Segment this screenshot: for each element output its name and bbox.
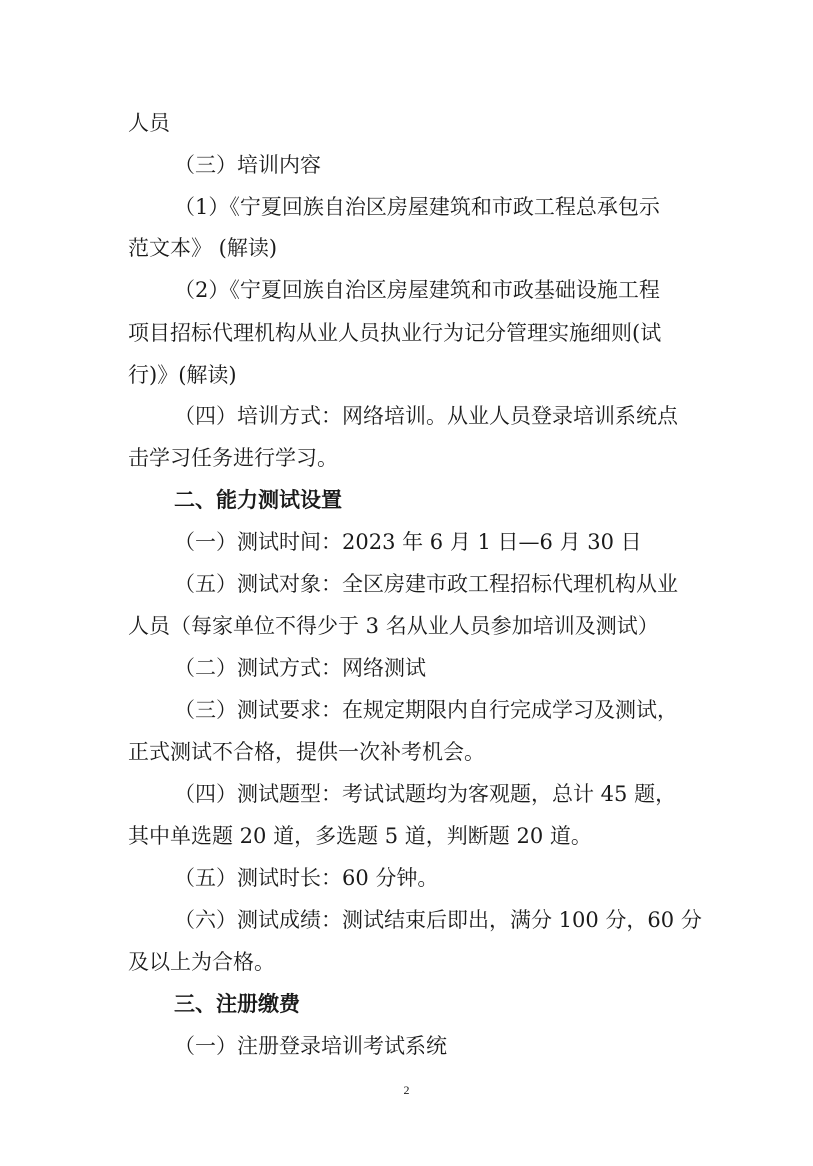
paragraph-line: 人员: [128, 111, 170, 135]
paragraph-line: 行)》(解读): [128, 363, 237, 387]
paragraph-line: 人员（每家单位不得少于 3 名从业人员参加培训及测试）: [128, 614, 659, 638]
paragraph-line: 范文本》 (解读): [128, 236, 278, 260]
paragraph-line: （一）测试时间：2023 年 6 月 1 日—6 月 30 日: [174, 530, 642, 554]
paragraph-line: （五）测试对象：全区房建市政工程招标代理机构从业: [174, 572, 678, 596]
paragraph-line: （四）培训方式：网络培训。从业人员登录培训系统点: [174, 404, 678, 428]
paragraph-line: 正式测试不合格，提供一次补考机会。: [128, 740, 485, 764]
paragraph-line: （三）测试要求：在规定期限内自行完成学习及测试，: [174, 698, 678, 722]
paragraph-line: 项目招标代理机构从业人员执业行为记分管理实施细则(试: [128, 321, 662, 345]
paragraph-line: （五）测试时长：60 分钟。: [174, 866, 439, 890]
subsection-heading: （三）培训内容: [174, 153, 321, 177]
paragraph-line: （2）《宁夏回族自治区房屋建筑和市政基础设施工程: [174, 278, 660, 302]
section-heading: 二、能力测试设置: [174, 488, 342, 512]
section-heading: 三、注册缴费: [174, 992, 300, 1016]
paragraph-line: 及以上为合格。: [128, 950, 275, 974]
paragraph-line: （1）《宁夏回族自治区房屋建筑和市政工程总承包示: [174, 195, 660, 219]
paragraph-line: （六）测试成绩：测试结束后即出，满分 100 分，60 分: [174, 908, 702, 932]
paragraph-line: （二）测试方式：网络测试: [174, 656, 426, 680]
paragraph-line: （四）测试题型：考试试题均为客观题，总计 45 题，: [174, 782, 677, 806]
paragraph-line: 击学习任务进行学习。: [128, 446, 338, 470]
paragraph-line: 其中单选题 20 道，多选题 5 道，判断题 20 道。: [128, 824, 592, 848]
paragraph-line: （一）注册登录培训考试系统: [174, 1034, 447, 1058]
page-number: 2: [403, 1083, 410, 1097]
